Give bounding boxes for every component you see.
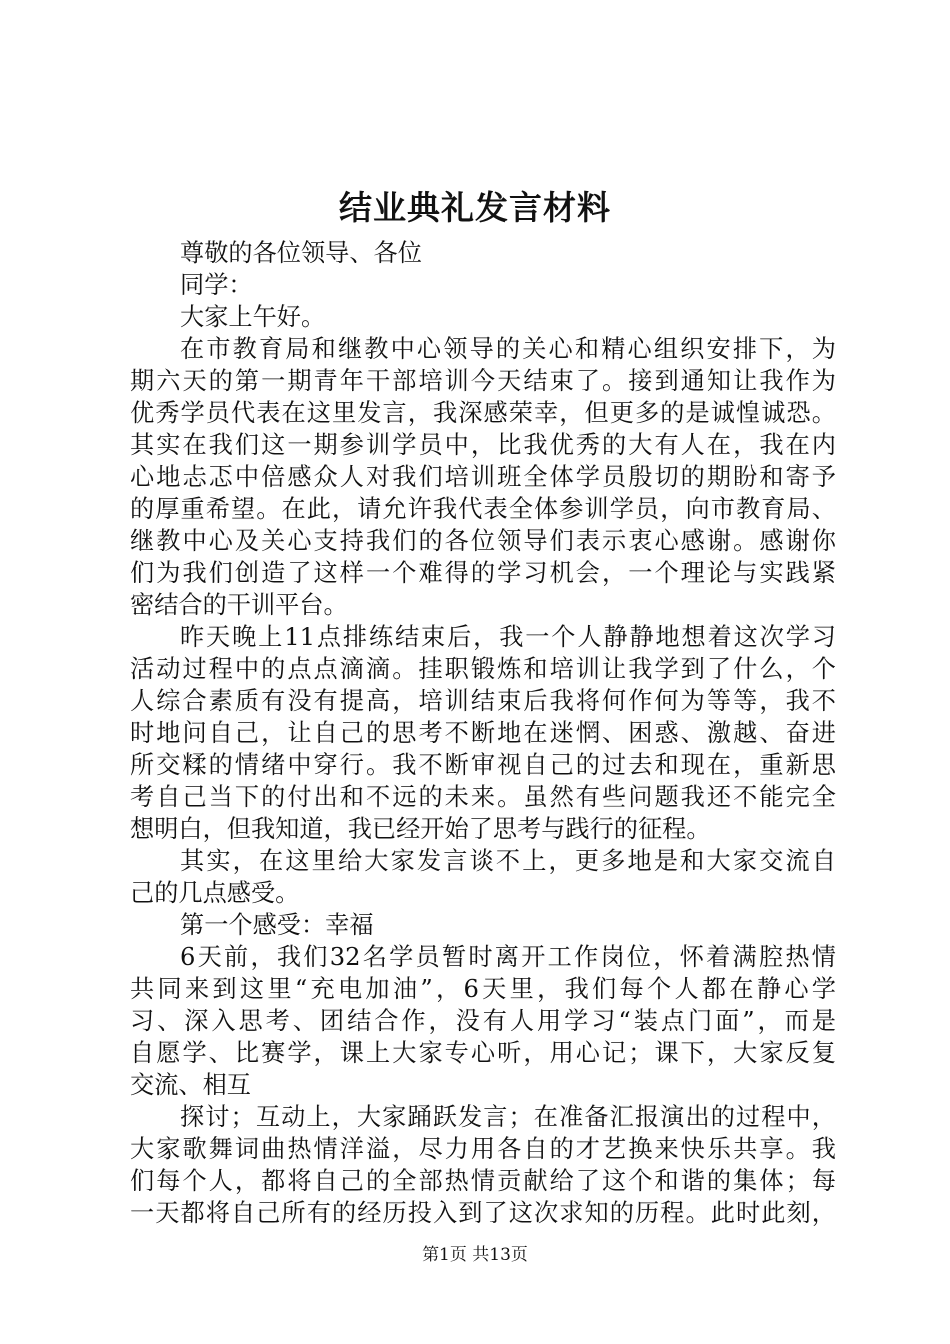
text-line: 昨天晚上11点排练结束后，我一个人静静地想着这次学习	[180, 623, 836, 651]
text-line: 的厚重希望。在此，请允许我代表全体参训学员，向市教育局、	[130, 495, 836, 523]
text-line: 心地忐忑中倍感众人对我们培训班全体学员殷切的期盼和寄予	[130, 463, 836, 491]
page-footer: 第1页 共13页	[422, 1245, 528, 1265]
text-line: 想明白，但我知道，我已经开始了思考与践行的征程。	[130, 815, 711, 843]
text-line: 们每个人，都将自己的全部热情贡献给了这个和谐的集体；每	[130, 1167, 836, 1195]
text-line: 共同来到这里“充电加油”，6天里，我们每个人都在静心学	[130, 975, 836, 1003]
text-line: 大家上午好。	[180, 303, 326, 331]
text-line: 交流、相互	[130, 1071, 251, 1099]
text-line: 期六天的第一期青年干部培训今天结束了。接到通知让我作为	[130, 367, 836, 395]
document-body	[130, 237, 836, 1229]
text-line: 尊敬的各位领导、各位	[180, 239, 422, 267]
text-line: 在市教育局和继教中心领导的关心和精心组织安排下，为	[180, 335, 836, 363]
text-line: 习、深入思考、团结合作，没有人用学习“装点门面”，而是	[130, 1007, 836, 1035]
text-line: 一天都将自己所有的经历投入到了这次求知的历程。此时此刻，	[130, 1199, 836, 1227]
text-line: 活动过程中的点点滴滴。挂职锻炼和培训让我学到了什么，个	[130, 655, 836, 683]
text-line: 继教中心及关心支持我们的各位领导们表示衷心感谢。感谢你	[130, 527, 836, 555]
text-line: 人综合素质有没有提高，培训结束后我将何作何为等等，我不	[130, 687, 836, 715]
text-line: 所交糅的情绪中穿行。我不断审视自己的过去和现在，重新思	[130, 751, 836, 779]
text-line: 们为我们创造了这样一个难得的学习机会，一个理论与实践紧	[130, 559, 836, 587]
document-title: 结业典礼发言材料	[339, 188, 611, 227]
text-line: 探讨；互动上，大家踊跃发言；在准备汇报演出的过程中，	[180, 1103, 836, 1131]
text-line: 考自己当下的付出和不远的未来。虽然有些问题我还不能完全	[130, 783, 836, 811]
text-line: 其实，在这里给大家发言谈不上，更多地是和大家交流自	[180, 847, 836, 875]
text-line: 6天前，我们32名学员暂时离开工作岗位，怀着满腔热情	[180, 943, 836, 971]
text-line: 同学：	[180, 271, 253, 299]
text-line: 第一个感受：幸福	[180, 911, 374, 939]
text-line: 己的几点感受。	[130, 879, 300, 907]
text-line: 密结合的干训平台。	[130, 591, 348, 619]
text-line: 自愿学、比赛学，课上大家专心听，用心记；课下，大家反复	[130, 1039, 836, 1067]
text-line: 时地问自己，让自己的思考不断地在迷惘、困惑、激越、奋进	[130, 719, 836, 747]
text-line: 优秀学员代表在这里发言，我深感荣幸，但更多的是诚惶诚恐。	[130, 399, 836, 427]
text-line: 大家歌舞词曲热情洋溢，尽力用各自的才艺换来快乐共享。我	[130, 1135, 836, 1163]
text-line: 其实在我们这一期参训学员中，比我优秀的大有人在，我在内	[130, 431, 836, 459]
